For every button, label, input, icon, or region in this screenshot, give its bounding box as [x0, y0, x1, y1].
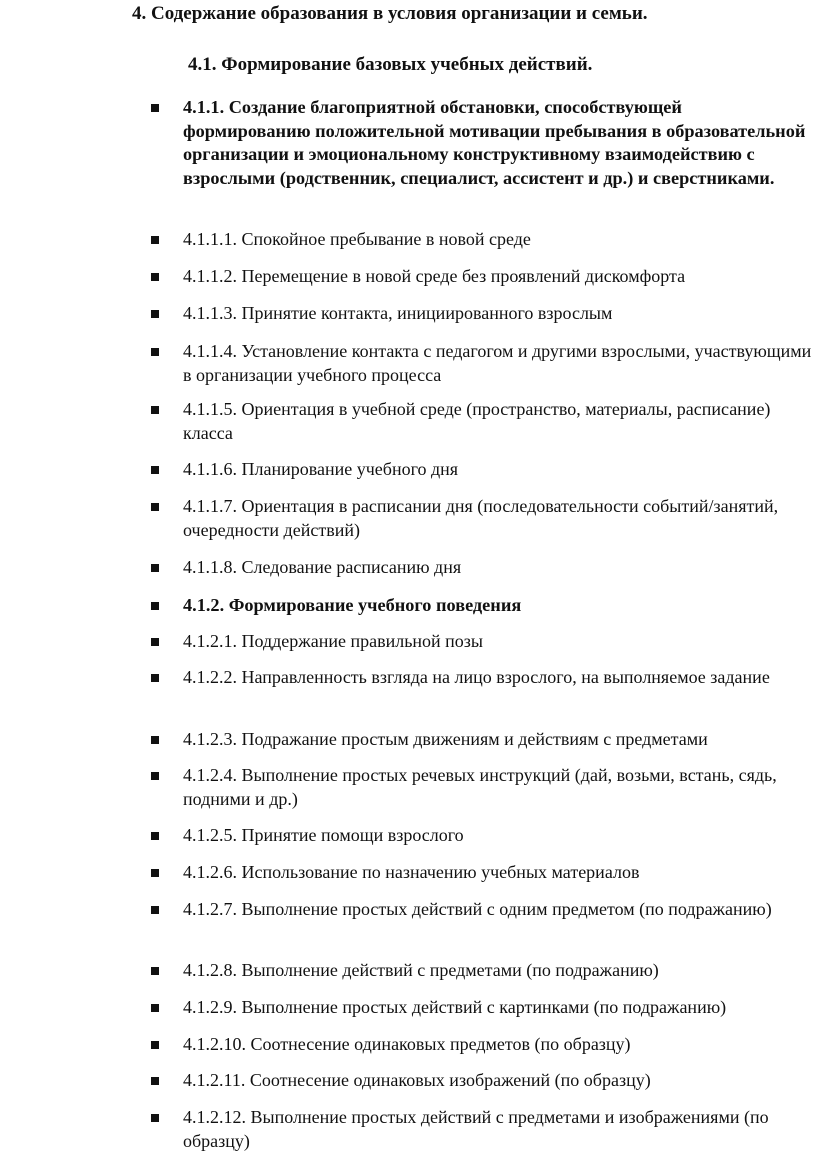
list-item-text: 4.1.2.12. Выполнение простых действий с предметами и изображениями (по образцу): [183, 1107, 769, 1151]
square-bullet-icon: [151, 406, 159, 414]
square-bullet-icon: [151, 273, 159, 281]
square-bullet-icon: [151, 772, 159, 780]
section-heading: 4. Содержание образования в условия организации и семьи.: [132, 3, 648, 24]
square-bullet-icon: [151, 1041, 159, 1049]
list-item-text: 4.1.1.4. Установление контакта с педагогом и другими взрослыми, участвующими в организации учебного процесса: [183, 341, 812, 385]
square-bullet-icon: [151, 869, 159, 877]
list-item-text: 4.1.2.9. Выполнение простых действий с картинками (по подражанию): [183, 997, 727, 1017]
square-bullet-icon: [151, 104, 159, 112]
square-bullet-icon: [151, 466, 159, 474]
list-item-text: 4.1.1. Создание благоприятной обстановки, способствующей формированию положительной мотивации пребывания в образовательной организации и эмоциональному конструктивному взаимодействию с взрослыми (родственник, специалист, ассистент и др.) и сверстниками.: [183, 97, 806, 188]
list-item-text: 4.1.2.6. Использование по назначению учебных материалов: [183, 862, 640, 882]
square-bullet-icon: [151, 1077, 159, 1085]
square-bullet-icon: [151, 1114, 159, 1122]
square-bullet-icon: [151, 503, 159, 511]
square-bullet-icon: [151, 674, 159, 682]
list-item-text: 4.1.2.7. Выполнение простых действий с одним предметом (по подражанию): [183, 899, 772, 919]
square-bullet-icon: [151, 602, 159, 610]
square-bullet-icon: [151, 236, 159, 244]
list-item-text: 4.1.2. Формирование учебного поведения: [183, 595, 522, 615]
square-bullet-icon: [151, 1004, 159, 1012]
list-item-text: 4.1.2.3. Подражание простым движениям и действиям с предметами: [183, 729, 708, 749]
list-item-text: 4.1.2.2. Направленность взгляда на лицо взрослого, на выполняемое задание: [183, 667, 770, 687]
square-bullet-icon: [151, 832, 159, 840]
list-item-text: 4.1.1.7. Ориентация в расписании дня (последовательности событий/занятий, очередности действий): [183, 496, 779, 540]
square-bullet-icon: [151, 564, 159, 572]
list-item-text: 4.1.1.1. Спокойное пребывание в новой среде: [183, 229, 531, 249]
square-bullet-icon: [151, 348, 159, 356]
list-item-text: 4.1.2.8. Выполнение действий с предметами (по подражанию): [183, 960, 659, 980]
subsection-heading: 4.1. Формирование базовых учебных действий.: [188, 54, 593, 75]
list-item-text: 4.1.2.5. Принятие помощи взрослого: [183, 825, 464, 845]
square-bullet-icon: [151, 638, 159, 646]
square-bullet-icon: [151, 736, 159, 744]
list-item-text: 4.1.1.3. Принятие контакта, инициированного взрослым: [183, 303, 613, 323]
list-item-text: 4.1.2.4. Выполнение простых речевых инструкций (дай, возьми, встань, сядь, подними и др.): [183, 765, 777, 809]
square-bullet-icon: [151, 967, 159, 975]
list-item-text: 4.1.2.11. Соотнесение одинаковых изображений (по образцу): [183, 1070, 651, 1090]
list-item-text: 4.1.1.2. Перемещение в новой среде без проявлений дискомфорта: [183, 266, 686, 286]
list-item-text: 4.1.1.6. Планирование учебного дня: [183, 459, 459, 479]
list-item-text: 4.1.1.5. Ориентация в учебной среде (пространство, материалы, расписание) класса: [183, 399, 771, 443]
list-item-text: 4.1.2.1. Поддержание правильной позы: [183, 631, 484, 651]
list-item-text: 4.1.1.8. Следование расписанию дня: [183, 557, 462, 577]
list-item-text: 4.1.2.10. Соотнесение одинаковых предметов (по образцу): [183, 1034, 631, 1054]
square-bullet-icon: [151, 906, 159, 914]
square-bullet-icon: [151, 310, 159, 318]
